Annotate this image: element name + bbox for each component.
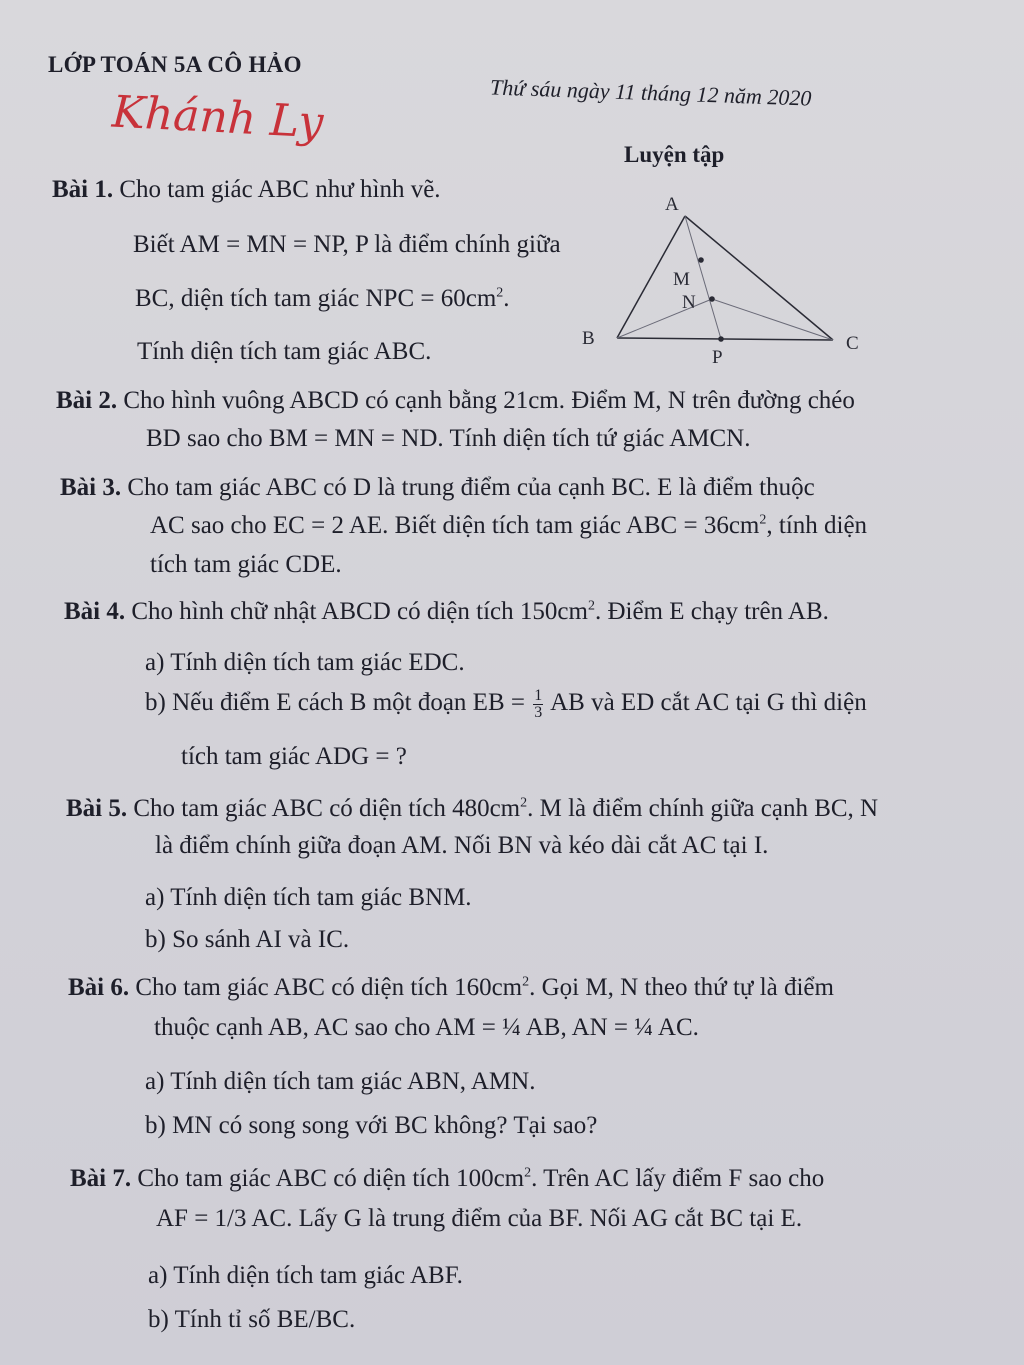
bai7-part-a: a) Tính diện tích tam giác ABF. bbox=[148, 1262, 463, 1289]
bai7-line2: AF = 1/3 AC. Lấy G là trung điểm của BF. Nối AG cắt BC tại E. bbox=[156, 1205, 803, 1232]
side-ac bbox=[685, 216, 833, 340]
bai4-part-b-line2: tích tam giác ADG = ? bbox=[181, 743, 407, 770]
bai2-line1: Bài 2. Cho hình vuông ABCD có cạnh bằng 21cm. Điểm M, N trên đường chéo bbox=[56, 387, 855, 414]
bai6-label: Bài 6. bbox=[68, 974, 130, 1001]
bai1-line4: Tính diện tích tam giác ABC. bbox=[137, 338, 432, 365]
bai1-line1: Bài 1. Cho tam giác ABC như hình vẽ. bbox=[52, 176, 441, 203]
bai5-line2: là điểm chính giữa đoạn AM. Nối BN và kéo dài cắt AC tại I. bbox=[155, 832, 769, 859]
segment-nc bbox=[712, 299, 833, 340]
bai2-line2: BD sao cho BM = MN = ND. Tính diện tích tứ giác AMCN. bbox=[146, 425, 751, 452]
bai6-line2: thuộc cạnh AB, AC sao cho AM = ¼ AB, AN = ¼ AC. bbox=[154, 1014, 699, 1041]
bai6-part-a: a) Tính diện tích tam giác ABN, AMN. bbox=[145, 1068, 536, 1095]
section-title: Luyện tập bbox=[624, 142, 725, 167]
bai6-line1: Bài 6. Cho tam giác ABC có diện tích $160cm^2$. Gọi M, N theo thứ tự là điểm bbox=[68, 974, 834, 1001]
point-p bbox=[718, 336, 724, 342]
point-m bbox=[698, 257, 704, 263]
bai3-line1: Bài 3. Cho tam giác ABC có D là trung điểm của cạnh BC. E là điểm thuộc bbox=[60, 474, 815, 501]
bai7-part-b: b) Tính tỉ số BE/BC. bbox=[148, 1306, 356, 1333]
bai4-part-b: b) Nếu điểm E cách B một đoạn EB = $\frac{1}{3}$ AB và ED cắt AC tại G thì diện bbox=[145, 687, 867, 721]
bai2-label: Bài 2. bbox=[56, 387, 118, 414]
bai5-line1: Bài 5. Cho tam giác ABC có diện tích $480cm^2$. M là điểm chính giữa cạnh BC, N bbox=[66, 795, 879, 822]
bai5-label: Bài 5. bbox=[66, 795, 128, 822]
bai1-label: Bài 1. bbox=[52, 176, 114, 203]
bai4-line1: Bài 4. Cho hình chữ nhật ABCD có diện tích $150cm^2$. Điểm E chạy trên AB. bbox=[64, 598, 829, 625]
class-name-heading: LỚP TOÁN 5A CÔ HẢO bbox=[48, 52, 302, 77]
date-line: Thứ sáu ngày 11 tháng 12 năm 2020 bbox=[489, 74, 812, 111]
bai3-line2: AC sao cho EC = 2 AE. Biết diện tích tam giác ABC = $36cm^2$, tính diện bbox=[150, 512, 868, 539]
label-m: M bbox=[673, 269, 690, 290]
fraction-one-third: $\frac{1}{3}$ bbox=[534, 687, 543, 721]
point-n bbox=[709, 296, 715, 302]
bai4-label: Bài 4. bbox=[64, 598, 126, 625]
triangle-figure bbox=[575, 188, 875, 368]
label-n: N bbox=[682, 292, 696, 313]
label-a: A bbox=[665, 194, 679, 215]
bai4-part-a: a) Tính diện tích tam giác EDC. bbox=[145, 649, 465, 676]
bai5-part-a: a) Tính diện tích tam giác BNM. bbox=[145, 884, 472, 911]
bai7-label: Bài 7. bbox=[70, 1165, 132, 1192]
bai3-label: Bài 3. bbox=[60, 474, 122, 501]
label-b: B bbox=[582, 328, 595, 349]
bai1-line3: BC, diện tích tam giác NPC = $60cm^2$. bbox=[135, 285, 510, 312]
bai3-line3: tích tam giác CDE. bbox=[150, 551, 342, 578]
segment-ap bbox=[685, 216, 721, 339]
handwritten-signature: Khánh Ly bbox=[110, 86, 325, 149]
bai7-line1: Bài 7. Cho tam giác ABC có diện tích $100cm^2$. Trên AC lấy điểm F sao cho bbox=[70, 1165, 825, 1192]
bai1-line2: Biết AM = MN = NP, P là điểm chính giữa bbox=[133, 231, 561, 258]
bai6-part-b: b) MN có song song với BC không? Tại sao? bbox=[145, 1112, 598, 1139]
segment-bn bbox=[617, 299, 712, 338]
label-p: P bbox=[712, 347, 723, 368]
label-c: C bbox=[846, 333, 859, 354]
bai5-part-b: b) So sánh AI và IC. bbox=[145, 926, 350, 953]
side-bc bbox=[617, 338, 833, 340]
